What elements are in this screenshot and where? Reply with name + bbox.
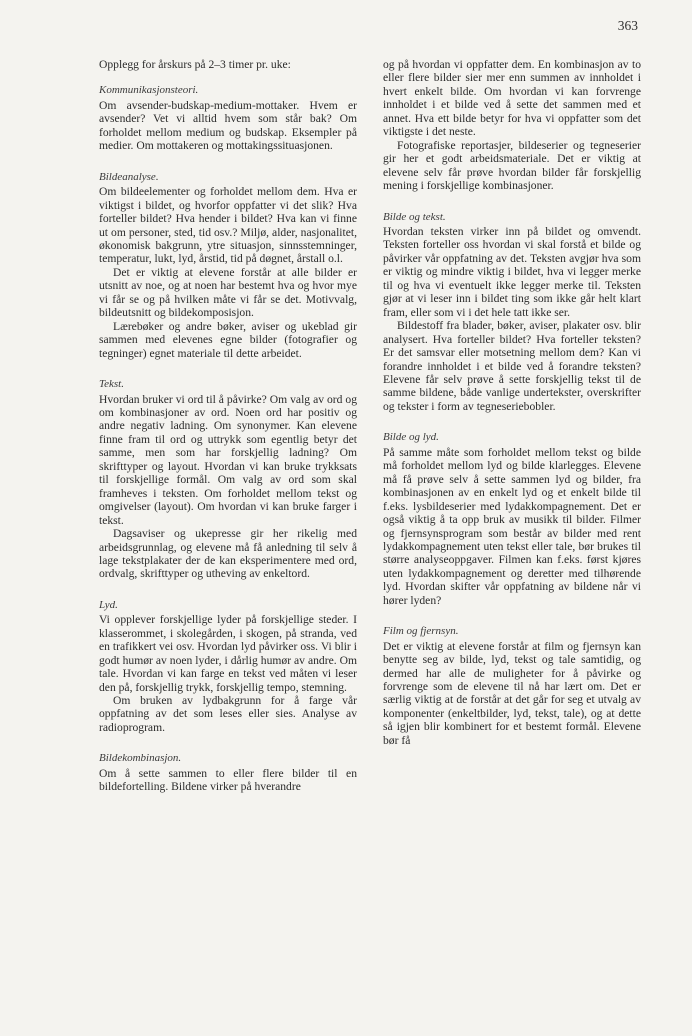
page-number: 363	[617, 18, 638, 33]
section	[383, 625, 641, 747]
paragraph: Om avsender-budskap-medium-mottaker. Hvem er avsender? Vet vi alltid hvem som står bak? Om forholdet mellom medium og budskap. Eksempler på medier. Om mottakeren og mottakingssituasjonen.	[99, 98, 357, 153]
right-column	[383, 58, 641, 765]
paragraph: Om å sette sammen to eller flere bilder til en bildefortelling. Bildene virker på hverandre	[99, 766, 357, 794]
section-heading: Kommunikasjonsteori.	[99, 84, 199, 97]
paragraph: Om bruken av lydbakgrunn for å farge vår oppfatning av det som leses eller sies. Analyse av radioprogram.	[99, 694, 357, 734]
intro-line: Opplegg for årskurs på 2–3 timer pr. uke:	[99, 58, 291, 71]
section-heading: Lyd.	[99, 598, 118, 611]
section-heading: Tekst.	[99, 378, 124, 391]
section	[99, 599, 357, 735]
paragraph: Bildestoff fra blader, bøker, aviser, plakater osv. blir analysert. Hva forteller bildet? Hva forteller teksten? Er det samsvar eller motsetning mellom dem? Kan vi forandre innholdet i et bilde ved å forandre teksten? Elevene får selv prøve å sette forskjellig tekst til de samme bildene, både vanlige undertekster, overskrifter og tekster i form av tegneseriebobler.	[383, 319, 641, 413]
section	[99, 752, 357, 793]
section-heading: Bildeanalyse.	[99, 170, 159, 183]
paragraph: Fotografiske reportasjer, bildeserier og tegneserier gir her et godt arbeidsmateriale. Det er viktig at elevene selv får prøve hvordan bilder får forskjellig mening i forskjellige kombinasjoner.	[383, 138, 641, 193]
paragraph: Hvordan teksten virker inn på bildet og omvendt. Teksten forteller oss hvordan vi skal forstå et bilde og påvirker vår oppfatning av det. Teksten avgjør hva som er viktig og mindre viktig i bildet, hva vi legger merke til og hva vi eventuelt ikke legger merke til. Teksten gjør at vi leser inn i bildet ting som ikke går helt klart fram, eller som vi i det hele tatt ikke ser.	[383, 224, 641, 319]
paragraph: og på hvordan vi oppfatter dem. En kombinasjon av to eller flere bilder sier mer enn summen av innholdet i hvert enkelt bilde. Om hvordan vi kan forvrenge innholdet i et bilde ved å sette det sammen med et annet. Hva ett bilde betyr for hva vi oppfatter som det viktigste i det neste.	[383, 58, 641, 139]
section-heading: Film og fjernsyn.	[383, 625, 459, 638]
paragraph: Hvordan bruker vi ord til å påvirke? Om valg av ord og om kombinasjoner av ord. Noen ord har positiv og andre negativ ladning. Om synonymer. Kan elevene finne fram til ord og uttrykk som egentlig betyr det samme, men som har forskjellig ladning? Om skrifttyper og layout. Hvordan vi kan bruke trykksats til forskjellige formål. Om valg av ord som skal framheves i teksten. Om forholdet mellom tekst og omgivelser (layout). Om hvordan vi kan bruke farger i tekst.	[99, 392, 357, 527]
paragraph: Det er viktig at elevene forstår at alle bilder er utsnitt av noe, og at noen har bestemt hva og hvor mye vi får se og på hvilken måte vi får se det. Motivvalg, bildeutsnitt og bildekomposisjon.	[99, 265, 357, 320]
paragraph: Vi opplever forskjellige lyder på forskjellige steder. I klasserommet, i skolegården, i skogen, på stranda, ved en trafikkert vei osv. Hvordan lyd påvirker oss. Vi blir i godt humør av noen lyder, i dårlig humør av andre. Om tale. Hvordan vi kan farge en tekst ved måten vi leser den på, forskjellig trykk, forskjellig tempo, stemning.	[99, 613, 357, 694]
paragraph: Det er viktig at elevene forstår at film og fjernsyn kan benytte seg av bilde, lyd, tekst og tale samtidig, og dermed har alle de muligheter for å påvirke og forvrenge som de elevene til nå har lært om. Det er særlig viktig at de forstår at det går for seg et utvalg av komponenter (enkeltbilder, lyd, tekst, tale), og at dette så igjen blir kombinert for et bestemt formål. Elevene bør få	[383, 639, 641, 747]
paragraph: Om bildeelementer og forholdet mellom dem. Hva er viktigst i bildet, og hvorfor oppfatter vi det slik? Hva forteller bildet? Hva hender i bildet? Hva kan vi finne ut om personer, sted, tid osv.? Miljø, alder, nasjonalitet, økonomisk bakgrunn, ytre situasjon, sinnsstemninger, temperatur, lukt, lyd, årstid, tid på døgnet, årstall o.l.	[99, 185, 357, 266]
section-heading: Bilde og lyd.	[383, 431, 439, 444]
section	[383, 431, 641, 607]
paragraph: På samme måte som forholdet mellom tekst og bilde må forholdet mellom lyd og bilde klarlegges. Elevene må få prøve selv å sette sammen lyd og bilder, fra kombinasjonen av en enkelt lyd og et enkelt bilde til f.eks. lysbildeserier med lydakkompagnement. Det er også viktig å ta opp bruk av musikk til bilder. Filmer og fjernsynsprogram som består av bilder med rent lydakkompagnement uten tekst eller tale, bør brukes til større analyseoppgaver. Filmen kan f.eks. først kjøres uten lydakkompagnement og deretter med tilhørende lyd. Hvordan skifter vår oppfatning av bildene når vi hører lyden?	[383, 445, 641, 607]
section	[383, 58, 641, 193]
section-heading: Bildekombinasjon.	[99, 752, 182, 765]
section	[99, 84, 357, 152]
section	[99, 171, 357, 360]
section-heading: Bilde og tekst.	[383, 210, 446, 223]
left-column	[99, 58, 357, 812]
section	[99, 378, 357, 581]
section	[383, 211, 641, 414]
paragraph: Dagsaviser og ukepresse gir her rikelig med arbeidsgrunnlag, og elevene må få anledning til selv å lage tekstplakater der de kan eksperimentere med ord, ordvalg, skrifttyper og utheving av enkeltord.	[99, 527, 357, 581]
paragraph: Lærebøker og andre bøker, aviser og ukeblad gir sammen med elevenes egne bilder (fotografier og tegninger) egnet materiale til dette arbeidet.	[99, 319, 357, 360]
